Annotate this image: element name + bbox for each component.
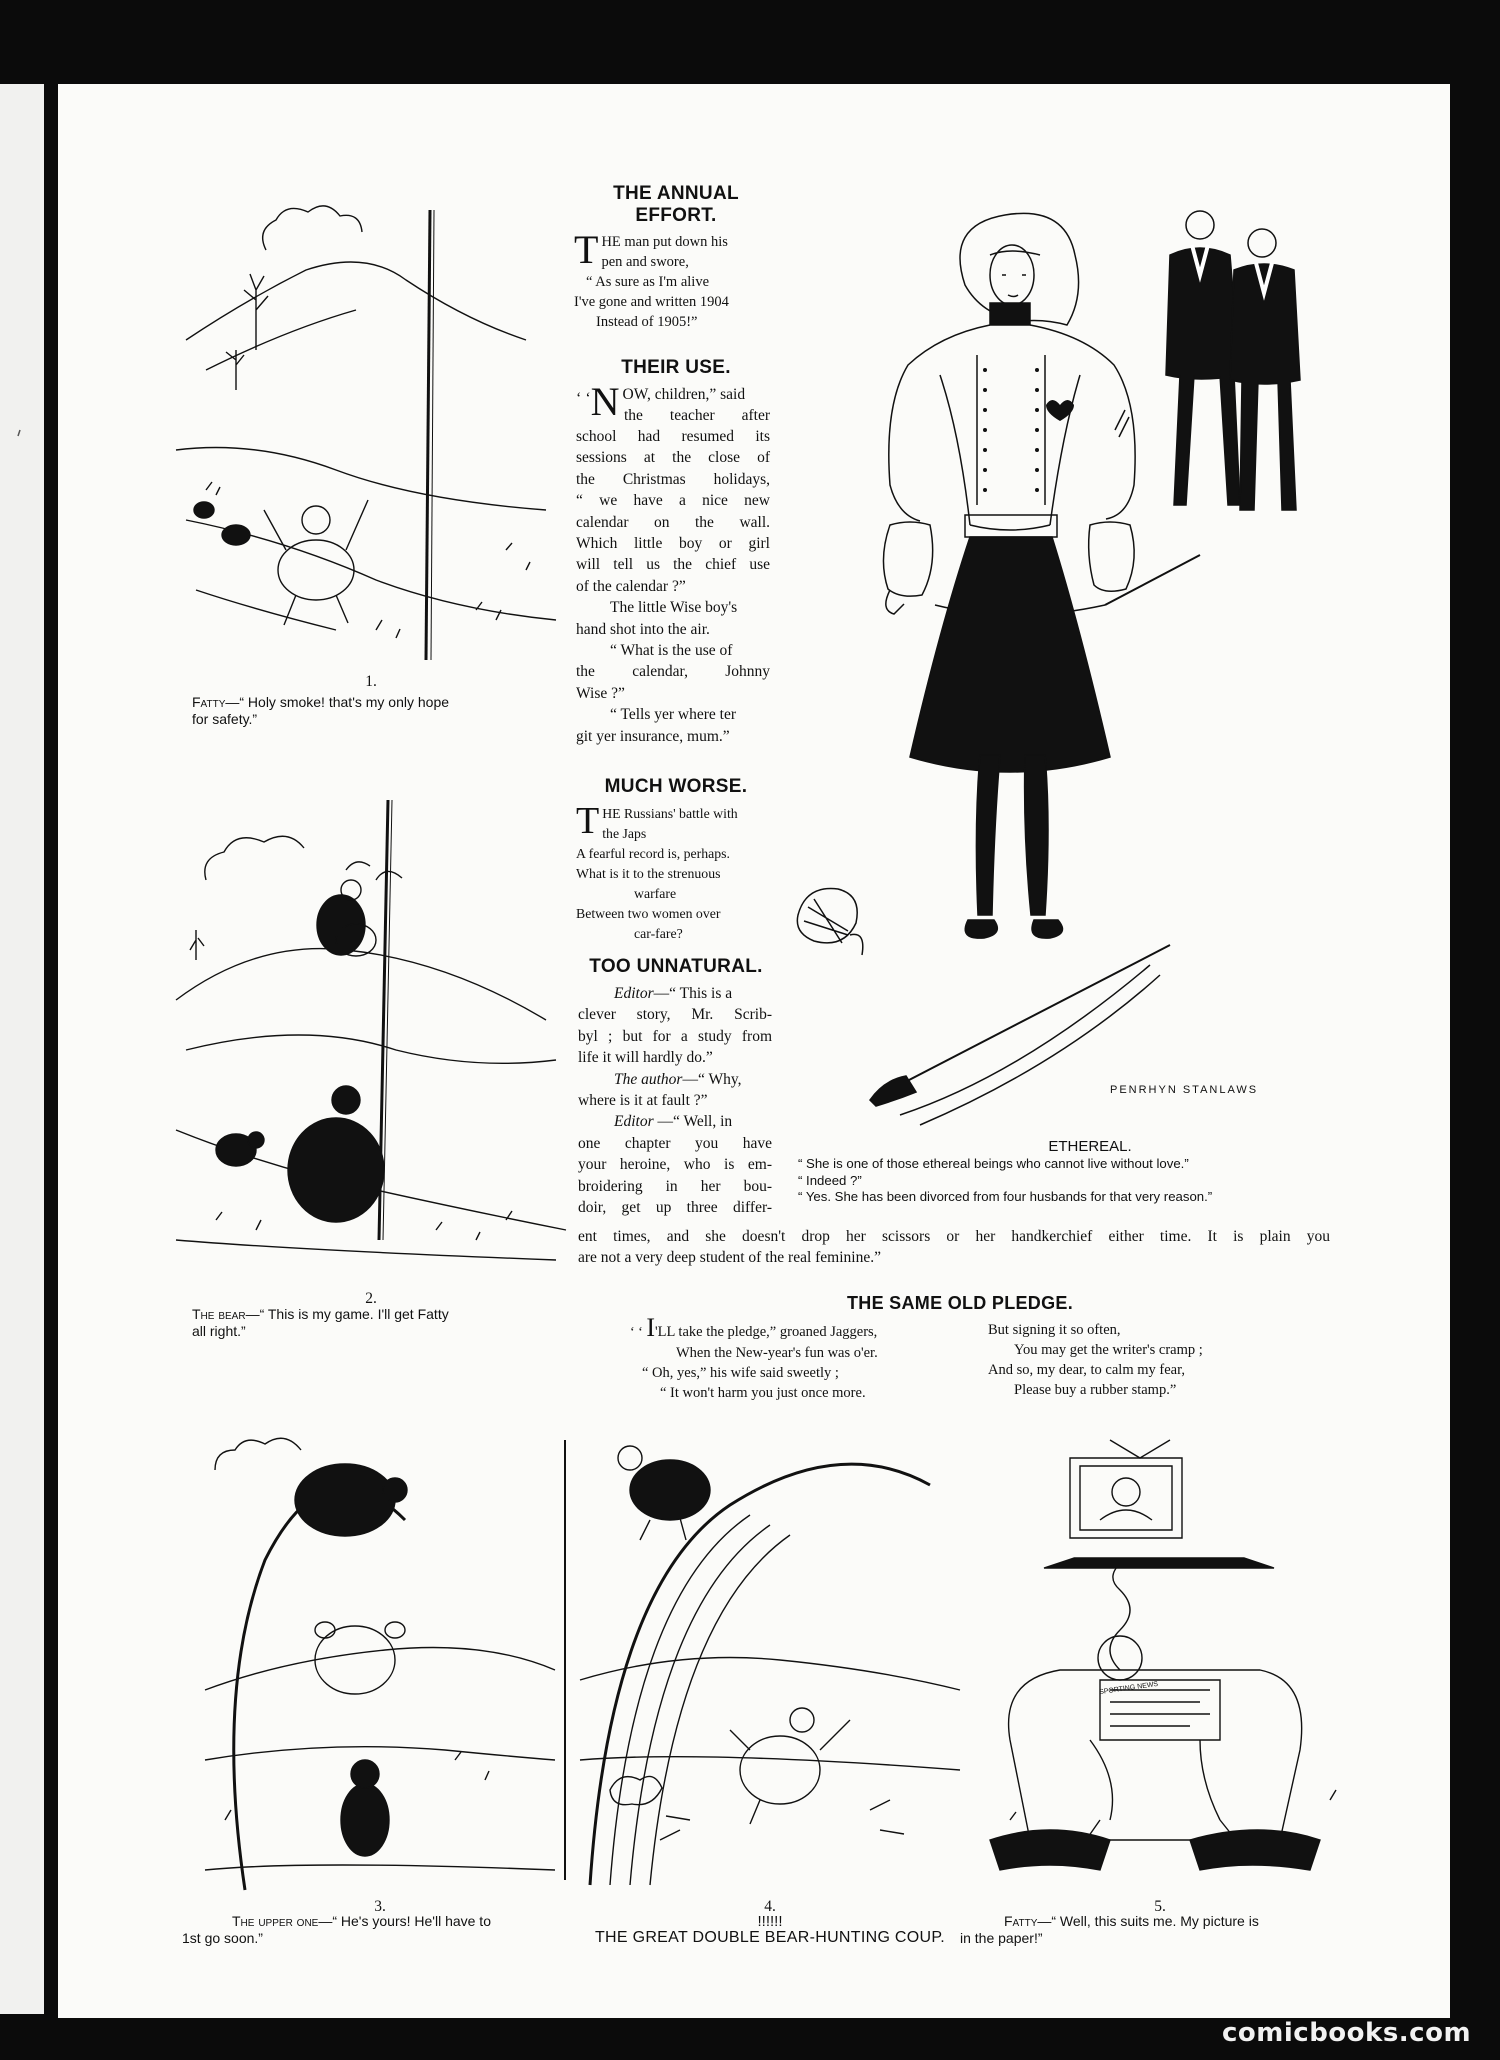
their-use-open-quote: ‘ ‘ xyxy=(576,390,591,407)
ethereal-line: “ Yes. She has been divorced from four husbands for that very reason.” xyxy=(798,1189,1213,1204)
panel-5-line2: in the paper!” xyxy=(960,1930,1043,1946)
too-unnatural-line: one chapter you have xyxy=(578,1134,772,1152)
annual-effort-title xyxy=(576,183,776,227)
facing-page-edge xyxy=(0,84,44,2014)
annual-effort-line: Instead of 1905!” xyxy=(596,314,698,330)
their-use-line: Which little boy or girl xyxy=(576,535,770,553)
panel-1-line1: —“ Holy smoke! that's my only hope xyxy=(225,694,450,710)
much-worse-line: HE Russians' battle with xyxy=(602,806,738,821)
pledge-dropcap: I xyxy=(646,1313,655,1342)
annual-effort-line: “ As sure as I'm alive xyxy=(586,274,710,290)
too-unnatural-title: TOO UNNATURAL. xyxy=(589,956,763,977)
pledge-line: Please buy a rubber stamp.” xyxy=(1014,1382,1177,1398)
panel-1-line2: for safety.” xyxy=(192,711,258,727)
their-use-line: hand shot into the air. xyxy=(576,620,710,638)
too-unnatural-line: your heroine, who is em- xyxy=(578,1156,772,1174)
their-use-line: school had resumed its xyxy=(576,428,770,445)
much-worse-line: A fearful record is, perhaps. xyxy=(576,846,731,861)
pledge-col2 xyxy=(988,1320,1268,1400)
panel-3-number: 3. xyxy=(374,1898,386,1915)
their-use-line: the calendar, Johnny xyxy=(576,663,770,681)
much-worse-line: What is it to the strenuous xyxy=(576,866,721,881)
same-old-pledge-title: THE SAME OLD PLEDGE. xyxy=(846,1293,1074,1313)
panel-divider xyxy=(564,1440,566,1880)
too-unnatural-line: broidering in her bou- xyxy=(578,1177,772,1195)
too-unnatural-wide xyxy=(578,1226,1330,1269)
panel-5-number: 5. xyxy=(1154,1898,1166,1915)
their-use-dropcap: N xyxy=(590,379,620,424)
their-use-line: OW, children,” said xyxy=(622,386,746,403)
panel-5-line1: —“ Well, this suits me. My picture is xyxy=(1037,1913,1259,1929)
editor-label: Editor xyxy=(614,1113,654,1131)
panel-3-illustration xyxy=(205,1430,560,1890)
panel-5-illustration xyxy=(970,1440,1360,1890)
their-use-line: will tell us the chief use xyxy=(576,556,770,574)
much-worse-poem xyxy=(576,800,786,944)
panel-2-speaker: The bear xyxy=(192,1306,246,1322)
pledge-open-quote: ‘ ‘ xyxy=(630,1325,647,1340)
panel-2-line2: all right.” xyxy=(192,1323,246,1339)
annual-effort-line: HE man put down his xyxy=(601,234,728,250)
their-use-line: git yer insurance, mum.” xyxy=(576,727,730,745)
their-use-line: “ What is the use of xyxy=(610,642,733,660)
panel-2-line1: —“ This is my game. I'll get Fatty xyxy=(245,1306,449,1322)
too-unnatural-line: —“ This is a xyxy=(653,985,733,1002)
annual-effort-line: pen and swore, xyxy=(601,254,689,270)
panel-3-line1: —“ He's yours! He'll have to xyxy=(318,1913,491,1929)
their-use-line: Wise ?” xyxy=(576,684,625,702)
too-unnatural-line: clever story, Mr. Scrib- xyxy=(578,1006,772,1024)
artist-signature: PENRHYN STANLAWS xyxy=(1110,1084,1259,1096)
pledge-line: You may get the writer's cramp ; xyxy=(1014,1342,1203,1358)
much-worse-line: warfare xyxy=(634,886,677,901)
ethereal-dialogue xyxy=(798,1156,1358,1206)
pledge-line: 'LL take the pledge,” groaned Jaggers, xyxy=(655,1324,878,1340)
panel-3-speaker: The upper one xyxy=(232,1913,319,1929)
pledge-line: When the New-year's fun was o'er. xyxy=(676,1345,878,1361)
their-use-line: “ Tells yer where ter xyxy=(610,706,737,724)
their-use-story xyxy=(576,379,770,747)
pledge-line: But signing it so often, xyxy=(988,1322,1121,1338)
annual-effort-dropcap: T xyxy=(574,227,599,272)
their-use-line: sessions at the close of xyxy=(576,449,770,467)
pledge-line: “ It won't harm you just once more. xyxy=(660,1385,866,1401)
pledge-line: “ Oh, yes,” his wife said sweetly ; xyxy=(642,1365,839,1381)
too-unnatural-line: life it will hardly do.” xyxy=(578,1049,713,1067)
panel-3-line2: 1st go soon.” xyxy=(182,1930,263,1946)
much-worse-line: car-fare? xyxy=(634,926,683,941)
too-unnatural-story xyxy=(578,983,772,1218)
their-use-line: “ we have a nice new xyxy=(576,492,770,510)
their-use-line: of the calendar ?” xyxy=(576,577,686,595)
facing-page-mark xyxy=(16,400,26,440)
much-worse-line: the Japs xyxy=(602,826,647,841)
panel-1-speaker: Fatty xyxy=(192,694,226,710)
panel-5-speaker: Fatty xyxy=(1004,1913,1038,1929)
too-unnatural-line: byl ; but for a study from xyxy=(578,1027,772,1045)
panel-4-caption: !!!!!! xyxy=(757,1913,783,1930)
author-label: The author xyxy=(614,1070,683,1088)
too-unnatural-line: ent times, and she doesn't drop her scissors or her handkerchief either time. It is plain you xyxy=(578,1228,1330,1245)
ethereal-illustration xyxy=(790,195,1350,1125)
much-worse-line: Between two women over xyxy=(576,906,721,921)
much-worse-dropcap: T xyxy=(576,800,600,842)
pledge-line: And so, my dear, to calm my fear, xyxy=(988,1362,1185,1378)
too-unnatural-line: doir, get up three differ- xyxy=(578,1199,772,1217)
annual-effort-line: I've gone and written 1904 xyxy=(574,294,729,310)
ethereal-title: ETHEREAL. xyxy=(1048,1138,1132,1155)
annual-effort-poem xyxy=(574,227,784,332)
panel-5-newspaper: SPORTING NEWS xyxy=(1098,1680,1159,1697)
their-use-line: the Christmas holidays, xyxy=(576,470,770,488)
editor-label: Editor xyxy=(614,985,654,1002)
much-worse-title: MUCH WORSE. xyxy=(604,776,748,797)
their-use-line: calendar on the wall. xyxy=(576,513,770,531)
their-use-line: The little Wise boy's xyxy=(610,599,738,617)
pledge-col1 xyxy=(630,1313,970,1403)
annual-effort-title-line2: EFFORT. xyxy=(635,205,717,226)
panel-4-number: 4. xyxy=(764,1898,776,1915)
panel-2-illustration xyxy=(176,800,566,1280)
panel-4-illustration xyxy=(580,1430,960,1885)
strip-title: THE GREAT DOUBLE BEAR-HUNTING COUP. xyxy=(594,1929,946,1946)
too-unnatural-line: —“ Why, xyxy=(682,1070,742,1088)
too-unnatural-line: where is it at fault ?” xyxy=(578,1092,708,1110)
too-unnatural-line: —“ Well, in xyxy=(653,1113,733,1131)
panel-2-number: 2. xyxy=(365,1290,377,1307)
panel-1-number: 1. xyxy=(365,673,377,690)
annual-effort-title-line1: THE ANNUAL xyxy=(613,183,739,204)
their-use-line: the teacher after xyxy=(624,407,770,425)
panel-1-illustration xyxy=(176,190,566,660)
watermark: comicbooks.com xyxy=(1222,2018,1472,2048)
too-unnatural-line: are not a very deep student of the real feminine.” xyxy=(578,1249,881,1267)
panel-2-caption xyxy=(192,1306,592,1340)
their-use-title: THEIR USE. xyxy=(621,357,731,378)
ethereal-line: “ She is one of those ethereal beings who cannot live without love.” xyxy=(798,1156,1189,1171)
ethereal-line: “ Indeed ?” xyxy=(798,1172,862,1188)
panel-1-caption xyxy=(192,694,592,728)
